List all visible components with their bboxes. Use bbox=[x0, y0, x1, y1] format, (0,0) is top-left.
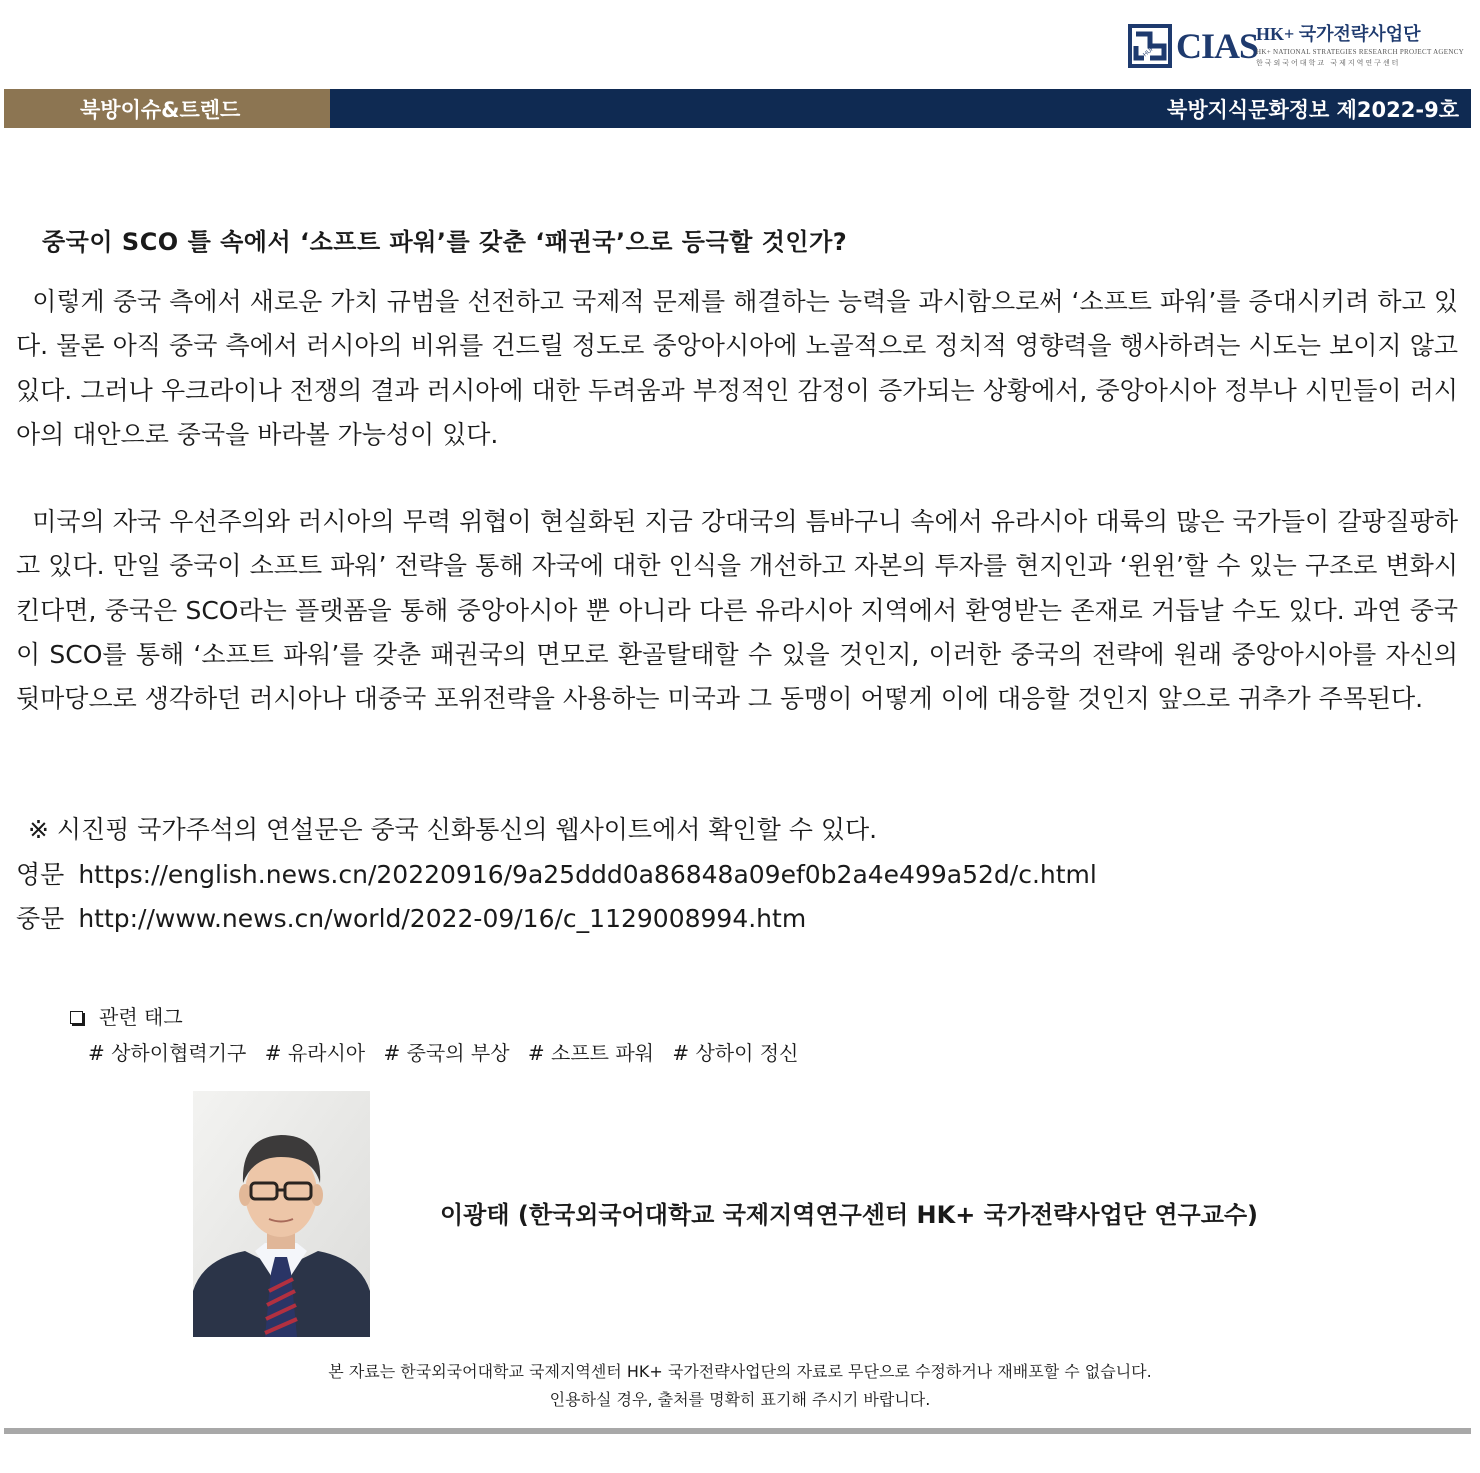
english-source-link[interactable]: https://english.news.cn/20220916/9a25ddd0a86848a09ef0b2a4e499a52d/c.html bbox=[78, 860, 1097, 889]
issue-number: 북방지식문화정보 제2022-9호 bbox=[330, 89, 1471, 128]
author-photo bbox=[193, 1091, 370, 1337]
logo-subtitle-en: HK+ NATIONAL STRATEGIES RESEARCH PROJECT AGENCY bbox=[1256, 48, 1465, 56]
english-source-line bbox=[16, 853, 1097, 897]
logo-agency-title: HK+ 국가전략사업단 bbox=[1256, 24, 1421, 44]
chinese-source-label: 중문 bbox=[16, 904, 65, 933]
logo-mark-text: HUFS bbox=[1142, 43, 1159, 59]
logo-cias-text: CIAS bbox=[1176, 26, 1259, 66]
tag-item[interactable]: # 상하이협력기구 bbox=[88, 1041, 247, 1065]
author-credit: 이광태 (한국외국어대학교 국제지역연구센터 HK+ 국가전략사업단 연구교수) bbox=[440, 1201, 1259, 1229]
article-heading: 중국이 SCO 틀 속에서 ‘소프트 파워’를 갖춘 ‘패권국’으로 등극할 것인가? bbox=[42, 228, 848, 256]
article-paragraph-1: 이렇게 중국 측에서 새로운 가치 규범을 선전하고 국제적 문제를 해결하는 능력을 과시함으로써 ‘소프트 파워’를 증대시키려 하고 있다. 물론 아직 중국 측에서 러시아의 비위를 건드릴 정도로 중앙아시아에 노골적으로 정치적 영향력을 행사하려는 시도는 보이지 않고 있다. 그러나 우크라이나 전쟁의 결과 러시아에 대한 두려움과 부정적인 감정이 증가되는 상황에서, 중앙아시아 정부나 시민들이 러시아의 대안으로 중국을 바라볼 가능성이 있다. bbox=[16, 287, 1458, 449]
tag-item[interactable]: # 유라시아 bbox=[264, 1041, 366, 1065]
tag-item[interactable]: # 중국의 부상 bbox=[383, 1041, 510, 1065]
tags-list bbox=[88, 1038, 810, 1068]
copyright-notice: 본 자료는 한국외국어대학교 국제지역센터 HK+ 국가전략사업단의 자료로 무단으로 수정하거나 재배포할 수 없습니다. bbox=[328, 1362, 1152, 1381]
related-tags-label: 관련 태그 bbox=[99, 1005, 183, 1029]
citation-notice: 인용하실 경우, 출처를 명확히 표기해 주시기 바랍니다. bbox=[549, 1390, 931, 1409]
tag-item[interactable]: # 소프트 파워 bbox=[527, 1041, 654, 1065]
english-source-label: 영문 bbox=[16, 860, 65, 889]
section-label: 북방이슈&트렌드 bbox=[4, 89, 330, 128]
bottom-divider bbox=[4, 1428, 1471, 1434]
hufs-emblem-icon bbox=[1128, 24, 1172, 68]
tag-item[interactable]: # 상하이 정신 bbox=[672, 1041, 799, 1065]
header-band bbox=[4, 89, 1471, 128]
article-paragraph-2: 미국의 자국 우선주의와 러시아의 무력 위협이 현실화된 지금 강대국의 틈바구니 속에서 유라시아 대륙의 많은 국가들이 갈팡질팡하고 있다. 만일 중국이 소프트 파워’ 전략을 통해 자국에 대한 인식을 개선하고 자본의 투자를 현지인과 ‘윈윈’할 수 있는 구조로 변화시킨다면, 중국은 SCO라는 플랫폼을 통해 중앙아시아 뿐 아니라 다른 유라시아 지역에서 환영받는 존재로 거듭날 수도 있다. 과연 중국이 SCO를 통해 ‘소프트 파워’를 갖춘 패권국의 면모로 환골탈태할 수 있을 것인지, 이러한 중국의 전략에 원래 중앙아시아를 자신의 뒷마당으로 생각하던 러시아나 대중국 포위전략을 사용하는 미국과 그 동맹이 어떻게 이에 대응할 것인지 앞으로 귀추가 주목된다. bbox=[16, 507, 1458, 714]
checkbox-bullet-icon bbox=[70, 1011, 83, 1024]
related-tags-title bbox=[70, 1002, 183, 1032]
logo-subtitle-ko: 한국외국어대학교 국제지역연구센터 bbox=[1256, 59, 1401, 67]
chinese-source-link[interactable]: http://www.news.cn/world/2022-09/16/c_1129008994.htm bbox=[78, 904, 807, 933]
source-note: ※ 시진핑 국가주석의 연설문은 중국 신화통신의 웹사이트에서 확인할 수 있다. bbox=[28, 815, 878, 844]
chinese-source-line bbox=[16, 897, 806, 941]
agency-logo bbox=[1128, 20, 1465, 72]
